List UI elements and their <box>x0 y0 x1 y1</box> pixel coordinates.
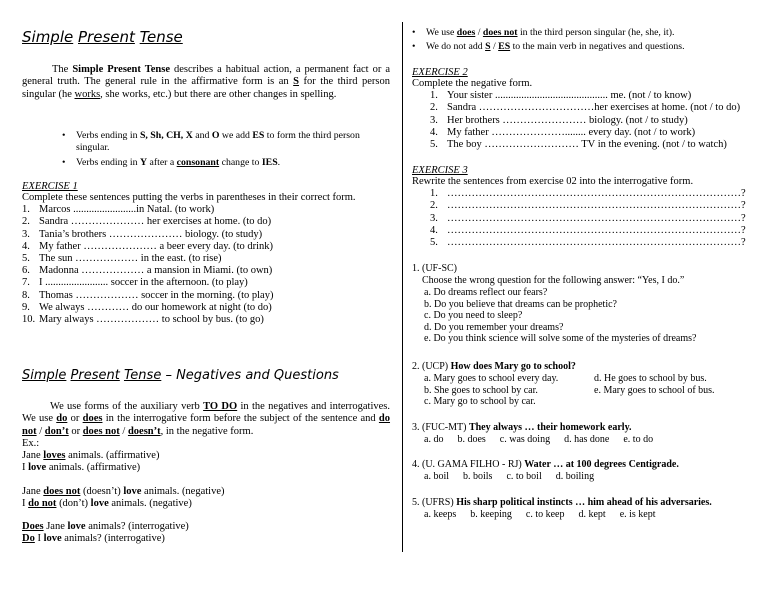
exercise-1-item <box>22 204 390 216</box>
exercise-3-heading: EXERCISE 3 <box>412 165 468 176</box>
answer-option: a. keeps <box>424 509 457 520</box>
question-1 <box>412 263 756 345</box>
item-number: 1. <box>22 204 30 216</box>
answer-option: c. was doing <box>499 434 551 445</box>
item-text: My father ………………… a beer every day. (to drink) <box>39 240 274 252</box>
item-text: …………………………………………………………………………? <box>447 188 746 200</box>
example-4: I do not (don’t) love animals. (negative) <box>22 497 192 509</box>
item-text: Madonna ……………… a mansion in Miami. (to own) <box>39 265 273 277</box>
item-text: …………………………………………………………………………? <box>447 237 746 249</box>
answer-option: d. has done <box>564 434 610 445</box>
example-6: Do I love animals? (interrogative) <box>22 533 165 545</box>
negatives-explanation <box>22 401 390 545</box>
item-number: 4. <box>430 126 438 138</box>
item-number: 5. <box>430 139 438 151</box>
question-4-options <box>412 471 756 483</box>
question-3-stem: 3. (FUC-MT) They always … their homework early. <box>412 422 632 433</box>
item-text: Sandra ………………… her exercises at home. (to do) <box>39 216 272 228</box>
rule-ies: • Verbs ending in Y after a consonant change to IES. <box>62 157 392 169</box>
exercise-3-item <box>430 225 756 237</box>
question-2-stem: 2. (UCP) How does Mary go to school? <box>412 361 576 372</box>
item-number: 6. <box>22 265 30 277</box>
rule-does: • We use does / does not in the third person singular (he, she, it). <box>412 26 752 40</box>
item-number: 2. <box>430 102 438 114</box>
item-number: 9. <box>22 301 30 313</box>
answer-option: a. Mary goes to school every day. <box>424 373 559 384</box>
question-4 <box>412 459 756 483</box>
exercise-3-item <box>430 200 756 212</box>
question-1-options <box>412 287 756 345</box>
rule-es: • Verbs ending in S, Sh, CH, X and O we add ES to form the third person singular. <box>62 130 392 154</box>
exercise-3-item <box>430 213 756 225</box>
answer-option: b. keeping <box>470 509 512 520</box>
question-3 <box>412 422 756 446</box>
exercise-3-item <box>430 237 756 249</box>
item-text: …………………………………………………………………………? <box>447 224 746 236</box>
negatives-paragraph: We use forms of the auxiliary verb TO DO in the negatives and interrogatives. We use do or does in the interrogative form before the subject of the sentence and do not / don’t or does not / doesn’t, in the negative form. <box>22 401 391 437</box>
item-text: …………………………………………………………………………? <box>447 212 746 224</box>
answer-option: c. Mary go to school by car. <box>424 396 536 408</box>
item-text: My father …………………........ every day. (not / to work) <box>447 126 696 138</box>
column-divider <box>402 22 403 552</box>
exercise-1-item <box>22 302 390 314</box>
answer-option: a. boil <box>424 471 449 482</box>
item-number: 3. <box>430 212 438 224</box>
item-text: Sandra ……………………………her exercises at home. (not / to do) <box>447 102 741 114</box>
exercise-3-instruction: Rewrite the sentences from exercise 02 into the interrogative form. <box>412 176 694 187</box>
question-1-prompt: Choose the wrong question for the following answer: “Yes, I do.” <box>422 275 685 286</box>
answer-option: d. Do you remember your dreams? <box>424 321 564 333</box>
question-1-label: 1. (UF-SC) <box>412 263 458 274</box>
item-number: 1. <box>430 188 438 200</box>
exercise-2 <box>412 67 756 151</box>
answer-option: b. does <box>457 434 486 445</box>
answer-option: b. boils <box>463 471 493 482</box>
answer-option: a. do <box>424 434 444 445</box>
rule-no-s: • We do not add S / ES to the main verb in negatives and questions. <box>412 40 752 54</box>
exercise-1-item <box>22 277 390 289</box>
item-text: Your sister ........................................... me. (not / to know) <box>447 90 692 102</box>
question-4-stem: 4. (U. GAMA FILHO - RJ) Water … at 100 degrees Centigrade. <box>412 459 679 470</box>
answer-option: b. She goes to school by car. <box>424 384 538 396</box>
item-number: 1. <box>430 90 438 102</box>
question-5-options <box>412 509 756 521</box>
exercise-2-item <box>430 102 756 114</box>
answer-option: d. kept <box>578 509 606 520</box>
exercise-2-list <box>412 90 756 151</box>
item-number: 3. <box>430 114 438 126</box>
exercise-2-item <box>430 139 756 151</box>
exercise-1-instruction: Complete these sentences putting the verbs in parentheses in their correct form. <box>22 192 356 203</box>
left-column <box>22 0 392 594</box>
answer-option: b. Do you believe that dreams can be prophetic? <box>424 298 617 310</box>
exercise-2-instruction: Complete the negative form. <box>412 78 533 89</box>
exercise-1-item <box>22 216 390 228</box>
item-number: 10. <box>22 314 36 326</box>
answer-option: c. to boil <box>506 471 542 482</box>
item-text: Tania’s brothers ………………… biology. (to study) <box>39 228 263 240</box>
answer-option: e. Mary goes to school of bus. <box>594 384 715 396</box>
item-text: Her brothers …………………… biology. (not / to study) <box>447 114 688 126</box>
section-title: Simple Present Tense – Negatives and Questions <box>22 368 339 383</box>
example-5: Does Jane love animals? (interrogative) <box>22 521 189 533</box>
answer-option: d. boiling <box>555 471 595 482</box>
item-number: 4. <box>22 240 30 252</box>
item-number: 7. <box>22 277 30 289</box>
exercise-1-item <box>22 265 390 277</box>
item-number: 5. <box>430 237 438 249</box>
example-label: Ex.: <box>22 437 40 449</box>
exercise-1-item <box>22 314 390 326</box>
exercise-2-item <box>430 90 756 102</box>
item-text: The boy ……………………… TV in the evening. (not / to watch) <box>447 139 727 151</box>
example-3: Jane does not (doesn’t) love animals. (negative) <box>22 485 225 497</box>
exercise-3 <box>412 165 756 249</box>
exercise-2-heading: EXERCISE 2 <box>412 67 468 78</box>
intro-paragraph: The Simple Present Tense describes a habitual action, a permanent fact or a general truth. The general rule in the affirmative form is an S for the third person singular (he works, she works, etc.) but there are other changes in spelling. <box>22 64 390 100</box>
item-text: Mary always ……………… to school by bus. (to go) <box>39 314 264 326</box>
answer-option: d. He goes to school by bus. <box>594 373 707 384</box>
item-text: Thomas ……………… soccer in the morning. (to play) <box>39 289 274 301</box>
spelling-rules <box>62 130 392 168</box>
answer-option: e. to do <box>623 434 654 445</box>
question-2-options <box>412 373 756 408</box>
question-2 <box>412 361 756 408</box>
exercise-1-item <box>22 253 390 265</box>
answer-option: a. Do dreams reflect our fears? <box>424 287 548 298</box>
right-column <box>412 0 756 594</box>
example-2: I love animals. (affirmative) <box>22 461 141 473</box>
item-text: We always ………… do our homework at night (to do) <box>39 301 272 313</box>
item-text: The sun ……………… in the east. (to rise) <box>39 253 222 265</box>
item-number: 2. <box>430 200 438 212</box>
item-number: 4. <box>430 224 438 236</box>
item-number: 2. <box>22 216 30 228</box>
example-1: Jane loves animals. (affirmative) <box>22 449 160 461</box>
question-3-options <box>412 434 756 446</box>
question-5-stem: 5. (UFRS) His sharp political instincts … him ahead of his adversaries. <box>412 497 712 508</box>
item-text: I ........................ soccer in the afternoon. (to play) <box>39 277 248 289</box>
exercise-1-item <box>22 241 390 253</box>
answer-option: c. Do you need to sleep? <box>424 310 523 322</box>
exercise-3-list <box>412 188 756 249</box>
exercise-1-item <box>22 290 390 302</box>
item-text: …………………………………………………………………………? <box>447 200 746 212</box>
answer-option: e. is kept <box>619 509 656 520</box>
exercise-1-heading: EXERCISE 1 <box>22 181 78 192</box>
item-number: 8. <box>22 289 30 301</box>
exercise-2-item <box>430 127 756 139</box>
answer-option: c. to keep <box>525 509 565 520</box>
exercise-3-item <box>430 188 756 200</box>
item-text: Marcos ........................in Natal. (to work) <box>39 204 215 216</box>
answer-option <box>594 396 764 408</box>
exercise-1 <box>22 181 390 326</box>
answer-option: e. Do you think science will solve some of the mysteries of dreams? <box>424 333 697 345</box>
item-number: 5. <box>22 253 30 265</box>
negative-rules <box>412 26 752 54</box>
exercise-1-item <box>22 229 390 241</box>
item-number: 3. <box>22 228 30 240</box>
exercise-1-list <box>22 204 390 326</box>
page-title: Simple Present Tense <box>22 28 183 46</box>
exercise-2-item <box>430 115 756 127</box>
question-5 <box>412 497 756 521</box>
